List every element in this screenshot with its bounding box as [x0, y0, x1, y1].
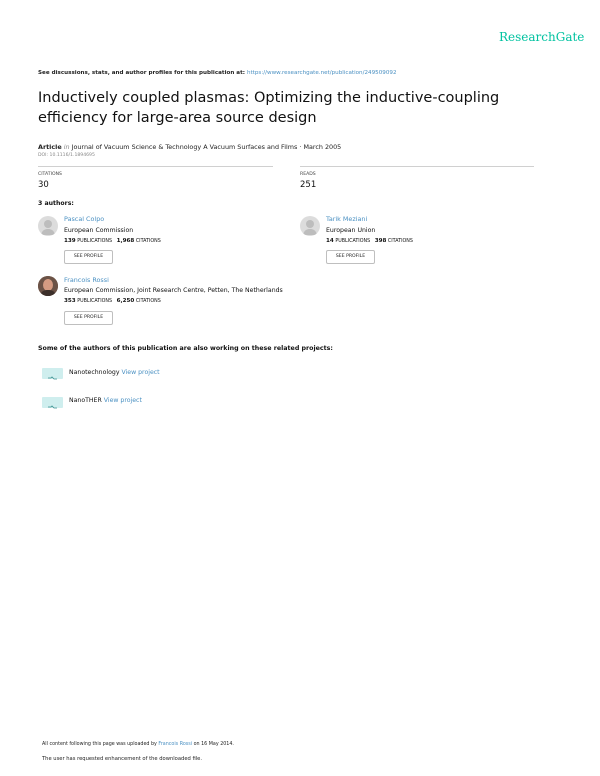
- author-stats: [64, 298, 161, 304]
- article-in: in: [63, 143, 70, 151]
- author-publications-label: PUBLICATIONS: [77, 239, 113, 244]
- article-meta: [38, 143, 341, 151]
- author-avatar-placeholder-icon[interactable]: [300, 216, 320, 236]
- upload-note-prefix: All content following this page was uploaded by: [42, 742, 157, 747]
- author-stats: [64, 238, 161, 244]
- article-title: Inductively coupled plasmas: Optimizing the inductive-coupling efficiency for large-area source design: [38, 90, 500, 126]
- see-profile-button[interactable]: SEE PROFILE: [64, 250, 113, 264]
- citations-label: CITATIONS: [38, 172, 62, 177]
- author-citations-count: 6,250: [116, 298, 135, 304]
- publication-link[interactable]: https://www.researchgate.net/publication/249509092: [246, 70, 397, 76]
- author-citations-count: 398: [374, 238, 387, 244]
- author-citations-label: CITATIONS: [135, 299, 161, 304]
- stats-divider-right: [300, 166, 534, 167]
- author-citations-label: CITATIONS: [135, 239, 161, 244]
- article-doi: DOI: 10.1116/1.1894695: [38, 153, 95, 158]
- article-type: Article: [38, 143, 62, 151]
- view-project-link[interactable]: View project: [121, 369, 160, 376]
- author-name[interactable]: Pascal Colpo: [64, 215, 105, 223]
- view-project-link[interactable]: View project: [103, 397, 142, 404]
- related-projects-heading: Some of the authors of this publication are also working on these related projects:: [38, 345, 333, 352]
- author-citations-label: CITATIONS: [387, 239, 413, 244]
- project-name: NanoTHER: [69, 397, 102, 404]
- upload-note: [42, 742, 234, 747]
- author-photo[interactable]: [38, 276, 58, 296]
- project-icon: [42, 368, 63, 379]
- stats-divider-left: [38, 166, 273, 167]
- author-name[interactable]: Tarik Meziani: [326, 215, 368, 223]
- see-profile-button[interactable]: SEE PROFILE: [326, 250, 375, 264]
- author-publications-count: 353: [64, 298, 76, 304]
- author-name[interactable]: Francois Rossi: [64, 276, 109, 284]
- project-item: [69, 369, 160, 376]
- project-name: Nanotechnology: [69, 369, 120, 376]
- researchgate-logo[interactable]: ResearchGate: [499, 30, 585, 44]
- reads-label: READS: [300, 172, 316, 177]
- uploader-link[interactable]: Francois Rossi: [158, 742, 193, 747]
- discussion-note: [38, 70, 397, 76]
- see-profile-button[interactable]: SEE PROFILE: [64, 311, 113, 325]
- author-citations-count: 1,968: [116, 238, 135, 244]
- author-publications-count: 14: [326, 238, 334, 244]
- project-item: [69, 397, 142, 404]
- upload-note-suffix: on 16 May 2014.: [193, 742, 234, 747]
- discussion-text: See discussions, stats, and author profiles for this publication at:: [38, 70, 245, 76]
- author-avatar-placeholder-icon[interactable]: [38, 216, 58, 236]
- enhancement-note: The user has requested enhancement of the downloaded file.: [42, 756, 203, 762]
- author-publications-label: PUBLICATIONS: [335, 239, 371, 244]
- author-affiliation: European Commission, Joint Research Centre, Petten, The Netherlands: [64, 287, 283, 294]
- citations-value: 30: [38, 180, 49, 190]
- author-affiliation: European Commission: [64, 227, 134, 234]
- journal-name: Journal of Vacuum Science & Technology A Vacuum Surfaces and Films · March 2005: [71, 143, 342, 151]
- project-icon: [42, 397, 63, 408]
- author-publications-count: 139: [64, 238, 76, 244]
- reads-value: 251: [300, 180, 317, 190]
- author-stats: [326, 238, 413, 244]
- author-affiliation: European Union: [326, 227, 376, 234]
- author-publications-label: PUBLICATIONS: [77, 299, 113, 304]
- authors-heading: 3 authors:: [38, 200, 74, 207]
